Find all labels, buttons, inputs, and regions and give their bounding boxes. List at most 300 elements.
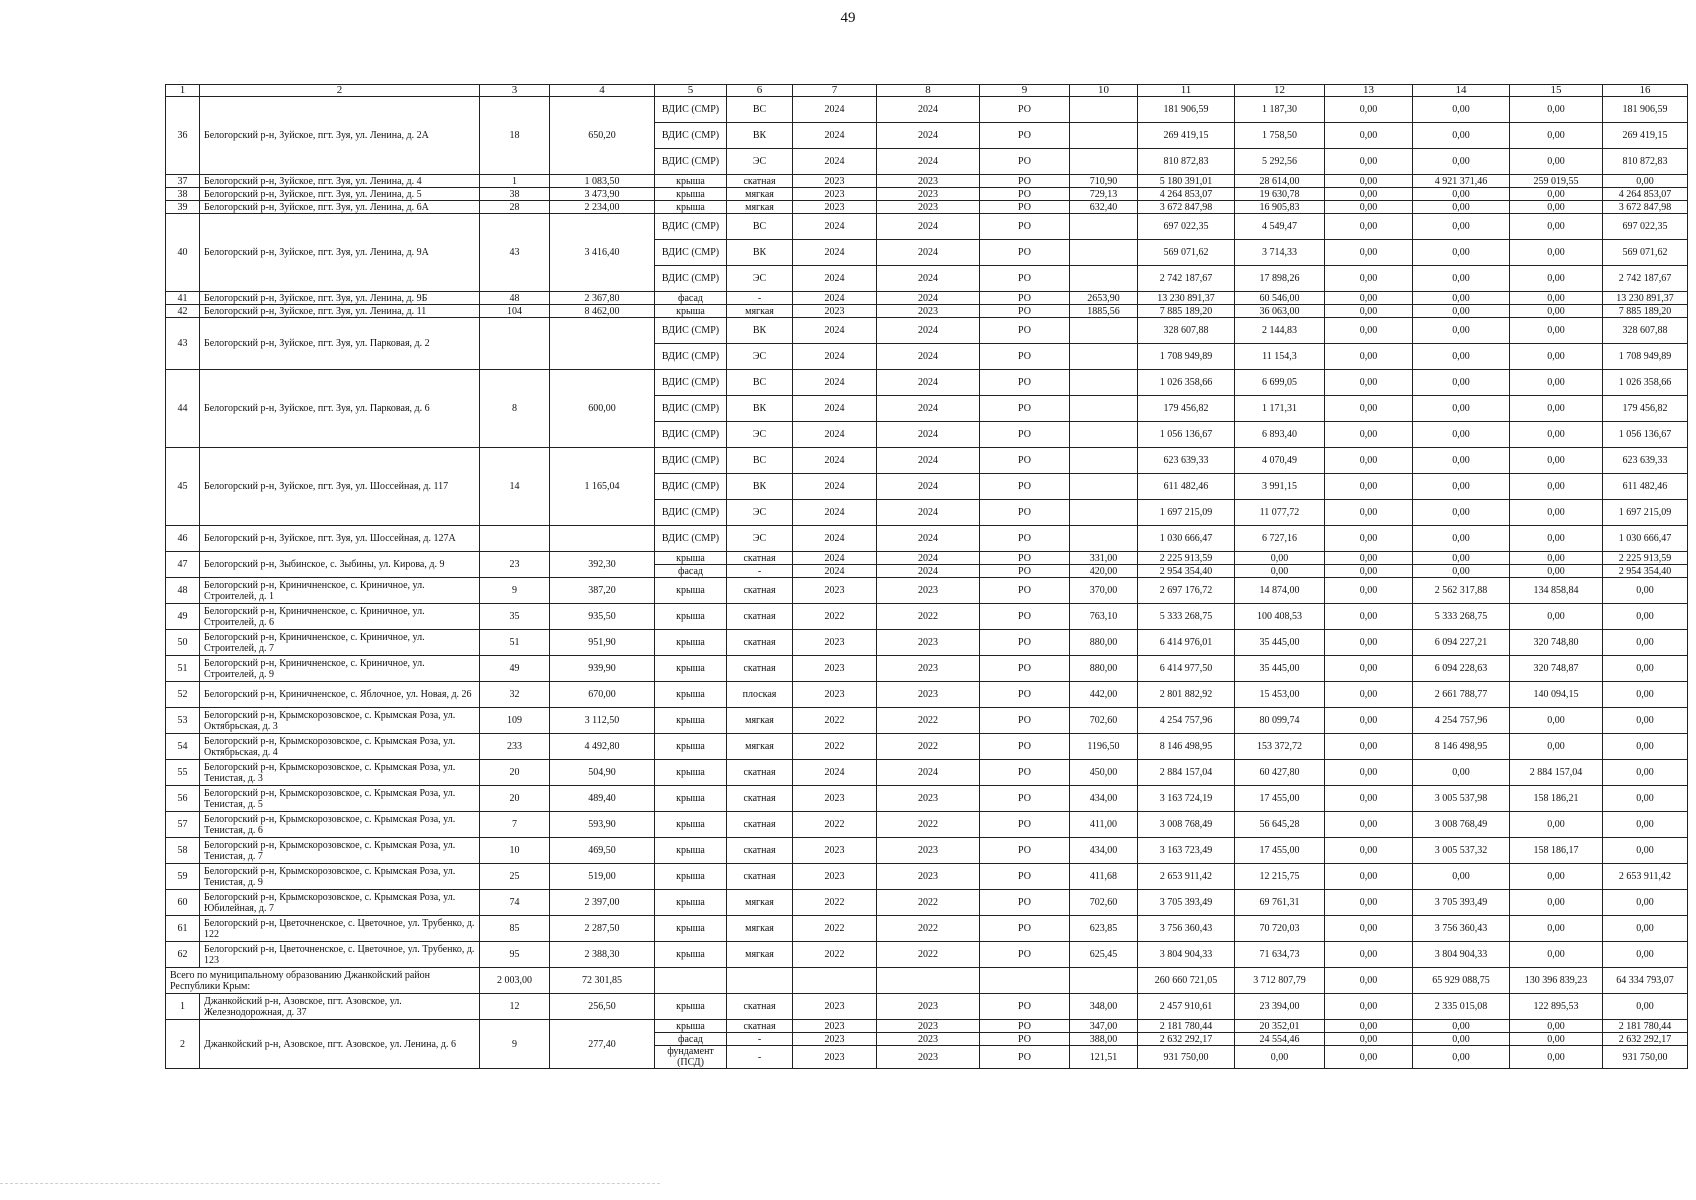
volume-cell: 434,00 [1070,838,1138,864]
cost-cell: 181 906,59 [1138,97,1235,123]
unit-cost-cell: 4 070,49 [1235,448,1325,474]
unit-cost-cell: 100 408,53 [1235,604,1325,630]
address-cell: Джанкойский р-н, Азовское, пгт. Азовское, ул. Железнодорожная, д. 37 [200,994,480,1020]
apartments-cell [480,526,550,552]
c16-cell: 2 632 292,17 [1603,1033,1688,1046]
c16-cell: 0,00 [1603,175,1688,188]
c16-cell: 611 482,46 [1603,474,1688,500]
area-cell: 392,30 [550,552,655,578]
area-cell: 3 112,50 [550,708,655,734]
volume-cell [1070,396,1138,422]
cost-cell: 810 872,83 [1138,149,1235,175]
table-row [166,682,1688,708]
c13-cell: 0,00 [1325,97,1413,123]
c13-cell: 0,00 [1325,149,1413,175]
work-type-cell: фасад [655,1033,727,1046]
c16-cell: 0,00 [1603,708,1688,734]
c16-cell: 1 030 666,47 [1603,526,1688,552]
volume-cell [1070,266,1138,292]
table-row [166,864,1688,890]
year-start-cell: 2024 [793,422,877,448]
unit-cost-cell: 5 292,56 [1235,149,1325,175]
table-row [166,890,1688,916]
row-number: 47 [166,552,200,578]
source-cell: РО [980,344,1070,370]
material-cell: ВС [727,370,793,396]
material-cell: скатная [727,552,793,565]
address-cell: Белогорский р-н, Крымскорозовское, с. Крымская Роза, ул. Юбилейная, д. 7 [200,890,480,916]
total-row [166,968,1688,994]
unit-cost-cell: 4 549,47 [1235,214,1325,240]
material-cell: - [727,1033,793,1046]
volume-cell: 632,40 [1070,201,1138,214]
year-end-cell: 2024 [877,344,980,370]
row-number: 51 [166,656,200,682]
c16-cell: 0,00 [1603,682,1688,708]
c13-cell: 0,00 [1325,214,1413,240]
address-cell: Белогорский р-н, Зыбинское, с. Зыбины, ул. Кирова, д. 9 [200,552,480,578]
area-cell: 939,90 [550,656,655,682]
area-cell: 935,50 [550,604,655,630]
total-c13: 0,00 [1325,968,1413,994]
address-cell: Белогорский р-н, Зуйское, пгт. Зуя, ул. Парковая, д. 2 [200,318,480,370]
area-cell: 256,50 [550,994,655,1020]
c16-cell: 0,00 [1603,760,1688,786]
area-cell: 387,20 [550,578,655,604]
apartments-cell: 49 [480,656,550,682]
source-cell: РО [980,370,1070,396]
table-row [166,214,1688,240]
col-header: 16 [1603,85,1688,97]
volume-cell: 880,00 [1070,630,1138,656]
work-type-cell: ВДИС (СМР) [655,123,727,149]
c14-cell: 3 008 768,49 [1413,812,1510,838]
year-start-cell: 2023 [793,994,877,1020]
material-cell: скатная [727,656,793,682]
col-header: 12 [1235,85,1325,97]
total-label: Всего по муниципальному образованию Джанкойский район Республики Крым: [166,968,480,994]
cost-cell: 2 801 882,92 [1138,682,1235,708]
material-cell: мягкая [727,201,793,214]
c13-cell: 0,00 [1325,201,1413,214]
year-end-cell: 2023 [877,786,980,812]
c16-cell: 7 885 189,20 [1603,305,1688,318]
c14-cell: 6 094 228,63 [1413,656,1510,682]
address-cell: Белогорский р-н, Крымскорозовское, с. Крымская Роза, ул. Тенистая, д. 7 [200,838,480,864]
year-start-cell: 2023 [793,656,877,682]
col-header: 6 [727,85,793,97]
cost-cell: 328 607,88 [1138,318,1235,344]
volume-cell: 388,00 [1070,1033,1138,1046]
c13-cell: 0,00 [1325,1020,1413,1033]
table-row [166,734,1688,760]
volume-cell [1070,448,1138,474]
volume-cell: 370,00 [1070,578,1138,604]
year-end-cell: 2022 [877,604,980,630]
table-row [166,630,1688,656]
c16-cell: 3 672 847,98 [1603,201,1688,214]
year-end-cell: 2024 [877,500,980,526]
c14-cell: 4 254 757,96 [1413,708,1510,734]
table-row [166,552,1688,565]
c15-cell: 0,00 [1510,448,1603,474]
area-cell: 2 234,00 [550,201,655,214]
year-start-cell: 2024 [793,318,877,344]
table-row [166,292,1688,305]
source-cell: РО [980,630,1070,656]
address-cell: Белогорский р-н, Криничненское, с. Яблочное, ул. Новая, д. 26 [200,682,480,708]
c13-cell: 0,00 [1325,708,1413,734]
material-cell: ВС [727,97,793,123]
unit-cost-cell: 71 634,73 [1235,942,1325,968]
year-end-cell: 2024 [877,292,980,305]
year-end-cell: 2023 [877,1033,980,1046]
work-type-cell: крыша [655,305,727,318]
table-row [166,201,1688,214]
unit-cost-cell: 14 874,00 [1235,578,1325,604]
volume-cell: 348,00 [1070,994,1138,1020]
c15-cell: 0,00 [1510,201,1603,214]
apartments-cell: 28 [480,201,550,214]
year-end-cell: 2023 [877,175,980,188]
c16-cell: 0,00 [1603,916,1688,942]
year-start-cell: 2024 [793,500,877,526]
cost-cell: 2 884 157,04 [1138,760,1235,786]
table-row [166,370,1688,396]
c16-cell: 0,00 [1603,604,1688,630]
table-row [166,604,1688,630]
work-type-cell: крыша [655,838,727,864]
work-type-cell: крыша [655,734,727,760]
unit-cost-cell: 0,00 [1235,1046,1325,1069]
row-number: 37 [166,175,200,188]
volume-cell [1070,97,1138,123]
work-type-cell: ВДИС (СМР) [655,474,727,500]
source-cell: РО [980,838,1070,864]
volume-cell [1070,318,1138,344]
source-cell: РО [980,266,1070,292]
table-row [166,188,1688,201]
c14-cell: 0,00 [1413,474,1510,500]
material-cell: - [727,292,793,305]
source-cell: РО [980,786,1070,812]
unit-cost-cell: 3 991,15 [1235,474,1325,500]
year-start-cell: 2023 [793,838,877,864]
year-end-cell: 2024 [877,266,980,292]
unit-cost-cell: 56 645,28 [1235,812,1325,838]
year-end-cell: 2022 [877,812,980,838]
work-type-cell: крыша [655,1020,727,1033]
c15-cell: 0,00 [1510,344,1603,370]
cost-cell: 5 333 268,75 [1138,604,1235,630]
material-cell: ВС [727,448,793,474]
source-cell: РО [980,1033,1070,1046]
area-cell: 1 165,04 [550,448,655,526]
total-apartments: 2 003,00 [480,968,550,994]
volume-cell [1070,422,1138,448]
apartments-cell: 51 [480,630,550,656]
c15-cell: 140 094,15 [1510,682,1603,708]
footer-rule [0,1183,660,1184]
year-end-cell: 2023 [877,682,980,708]
area-cell: 3 416,40 [550,214,655,292]
col-header: 7 [793,85,877,97]
c13-cell: 0,00 [1325,916,1413,942]
work-type-cell: крыша [655,201,727,214]
row-number: 55 [166,760,200,786]
unit-cost-cell: 6 727,16 [1235,526,1325,552]
c15-cell: 0,00 [1510,1033,1603,1046]
year-end-cell: 2024 [877,123,980,149]
volume-cell: 347,00 [1070,1020,1138,1033]
year-end-cell: 2023 [877,864,980,890]
c14-cell: 0,00 [1413,149,1510,175]
c13-cell: 0,00 [1325,786,1413,812]
material-cell: скатная [727,630,793,656]
unit-cost-cell: 11 154,3 [1235,344,1325,370]
c15-cell: 0,00 [1510,292,1603,305]
year-start-cell: 2024 [793,266,877,292]
c16-cell: 0,00 [1603,890,1688,916]
table-row [166,448,1688,474]
material-cell: ВС [727,214,793,240]
work-type-cell: ВДИС (СМР) [655,318,727,344]
total-c15: 130 396 839,23 [1510,968,1603,994]
c14-cell: 0,00 [1413,422,1510,448]
apartments-cell: 9 [480,1020,550,1069]
year-end-cell: 2024 [877,526,980,552]
total-area: 72 301,85 [550,968,655,994]
material-cell: скатная [727,812,793,838]
year-end-cell: 2023 [877,630,980,656]
year-end-cell: 2022 [877,890,980,916]
source-cell: РО [980,123,1070,149]
c13-cell: 0,00 [1325,994,1413,1020]
volume-cell: 121,51 [1070,1046,1138,1069]
volume-cell: 1885,56 [1070,305,1138,318]
volume-cell: 702,60 [1070,890,1138,916]
area-cell: 2 397,00 [550,890,655,916]
apartments-cell: 38 [480,188,550,201]
c13-cell: 0,00 [1325,942,1413,968]
address-cell: Белогорский р-н, Крымскорозовское, с. Крымская Роза, ул. Тенистая, д. 6 [200,812,480,838]
c16-cell: 0,00 [1603,812,1688,838]
work-type-cell: крыша [655,682,727,708]
unit-cost-cell: 70 720,03 [1235,916,1325,942]
work-type-cell: крыша [655,942,727,968]
volume-cell [1070,214,1138,240]
c16-cell: 0,00 [1603,578,1688,604]
year-end-cell: 2022 [877,708,980,734]
unit-cost-cell: 23 394,00 [1235,994,1325,1020]
cost-cell: 269 419,15 [1138,123,1235,149]
cost-cell: 2 225 913,59 [1138,552,1235,565]
unit-cost-cell: 17 455,00 [1235,786,1325,812]
work-type-cell: ВДИС (СМР) [655,422,727,448]
c14-cell: 0,00 [1413,1046,1510,1069]
c16-cell: 0,00 [1603,994,1688,1020]
volume-cell: 880,00 [1070,656,1138,682]
table-row [166,916,1688,942]
cost-cell: 931 750,00 [1138,1046,1235,1069]
col-header: 14 [1413,85,1510,97]
c16-cell: 4 264 853,07 [1603,188,1688,201]
unit-cost-cell: 35 445,00 [1235,656,1325,682]
apartments-cell: 109 [480,708,550,734]
c14-cell: 0,00 [1413,344,1510,370]
work-type-cell: крыша [655,812,727,838]
c14-cell: 0,00 [1413,292,1510,305]
unit-cost-cell: 28 614,00 [1235,175,1325,188]
c16-cell: 2 742 187,67 [1603,266,1688,292]
row-number: 46 [166,526,200,552]
col-header: 3 [480,85,550,97]
cost-cell: 3 672 847,98 [1138,201,1235,214]
c13-cell: 0,00 [1325,604,1413,630]
material-cell: скатная [727,604,793,630]
c13-cell: 0,00 [1325,682,1413,708]
year-start-cell: 2023 [793,305,877,318]
year-start-cell: 2023 [793,201,877,214]
cost-cell: 3 705 393,49 [1138,890,1235,916]
c13-cell: 0,00 [1325,266,1413,292]
volume-cell [1070,500,1138,526]
c14-cell: 0,00 [1413,201,1510,214]
c16-cell: 2 653 911,42 [1603,864,1688,890]
c16-cell: 0,00 [1603,838,1688,864]
address-cell: Белогорский р-н, Криничненское, с. Криничное, ул. Строителей, д. 7 [200,630,480,656]
work-type-cell: ВДИС (СМР) [655,500,727,526]
table-row [166,305,1688,318]
year-start-cell: 2023 [793,188,877,201]
volume-cell: 331,00 [1070,552,1138,565]
col-header: 5 [655,85,727,97]
apartments-cell: 43 [480,214,550,292]
work-type-cell: ВДИС (СМР) [655,266,727,292]
year-end-cell: 2024 [877,370,980,396]
table-row [166,578,1688,604]
work-type-cell: крыша [655,188,727,201]
table-body-district [166,994,1688,1069]
unit-cost-cell: 0,00 [1235,565,1325,578]
work-type-cell: крыша [655,578,727,604]
volume-cell: 729,13 [1070,188,1138,201]
c14-cell: 0,00 [1413,318,1510,344]
unit-cost-cell: 15 453,00 [1235,682,1325,708]
table-row [166,97,1688,123]
row-number: 50 [166,630,200,656]
unit-cost-cell: 2 144,83 [1235,318,1325,344]
row-number: 39 [166,201,200,214]
volume-cell: 625,45 [1070,942,1138,968]
unit-cost-cell: 19 630,78 [1235,188,1325,201]
area-cell: 2 287,50 [550,916,655,942]
c14-cell: 0,00 [1413,240,1510,266]
c16-cell: 1 056 136,67 [1603,422,1688,448]
c14-cell: 0,00 [1413,500,1510,526]
unit-cost-cell: 24 554,46 [1235,1033,1325,1046]
c15-cell: 2 884 157,04 [1510,760,1603,786]
area-cell: 650,20 [550,97,655,175]
volume-cell [1070,123,1138,149]
c14-cell: 0,00 [1413,552,1510,565]
year-start-cell: 2024 [793,370,877,396]
c14-cell: 0,00 [1413,396,1510,422]
c15-cell: 0,00 [1510,370,1603,396]
material-cell: ЭС [727,149,793,175]
total-cost: 260 660 721,05 [1138,968,1235,994]
c16-cell: 1 697 215,09 [1603,500,1688,526]
c13-cell: 0,00 [1325,474,1413,500]
source-cell: РО [980,318,1070,344]
year-end-cell: 2023 [877,1046,980,1069]
apartments-cell: 85 [480,916,550,942]
apartments-cell: 12 [480,994,550,1020]
cost-cell: 2 181 780,44 [1138,1020,1235,1033]
apartments-cell: 14 [480,448,550,526]
year-start-cell: 2024 [793,214,877,240]
cost-cell: 8 146 498,95 [1138,734,1235,760]
year-end-cell: 2024 [877,474,980,500]
work-type-cell: крыша [655,760,727,786]
apartments-cell: 25 [480,864,550,890]
apartments-cell: 7 [480,812,550,838]
unit-cost-cell: 17 455,00 [1235,838,1325,864]
material-cell: ВК [727,123,793,149]
c15-cell: 0,00 [1510,604,1603,630]
volume-cell: 702,60 [1070,708,1138,734]
year-end-cell: 2024 [877,396,980,422]
area-cell: 593,90 [550,812,655,838]
c15-cell: 122 895,53 [1510,994,1603,1020]
c16-cell: 0,00 [1603,630,1688,656]
year-end-cell: 2024 [877,214,980,240]
cost-cell: 2 954 354,40 [1138,565,1235,578]
volume-cell: 1196,50 [1070,734,1138,760]
row-number: 54 [166,734,200,760]
c13-cell: 0,00 [1325,656,1413,682]
volume-cell [1070,526,1138,552]
volume-cell: 763,10 [1070,604,1138,630]
c13-cell: 0,00 [1325,305,1413,318]
unit-cost-cell: 11 077,72 [1235,500,1325,526]
cost-cell: 2 697 176,72 [1138,578,1235,604]
c15-cell: 259 019,55 [1510,175,1603,188]
row-number: 36 [166,97,200,175]
col-header: 9 [980,85,1070,97]
c16-cell: 181 906,59 [1603,97,1688,123]
c14-cell: 2 661 788,77 [1413,682,1510,708]
cost-cell: 1 026 358,66 [1138,370,1235,396]
material-cell: ЭС [727,526,793,552]
apartments-cell: 23 [480,552,550,578]
apartments-cell: 9 [480,578,550,604]
row-number: 61 [166,916,200,942]
c16-cell: 13 230 891,37 [1603,292,1688,305]
year-start-cell: 2024 [793,396,877,422]
work-type-cell: крыша [655,604,727,630]
volume-cell: 623,85 [1070,916,1138,942]
apartments-cell: 35 [480,604,550,630]
year-start-cell: 2024 [793,292,877,305]
col-header: 13 [1325,85,1413,97]
table-body [166,97,1688,968]
c15-cell: 0,00 [1510,240,1603,266]
year-start-cell: 2022 [793,812,877,838]
c15-cell: 0,00 [1510,97,1603,123]
address-cell: Белогорский р-н, Крымскорозовское, с. Крымская Роза, ул. Октябрьская, д. 4 [200,734,480,760]
year-start-cell: 2022 [793,942,877,968]
